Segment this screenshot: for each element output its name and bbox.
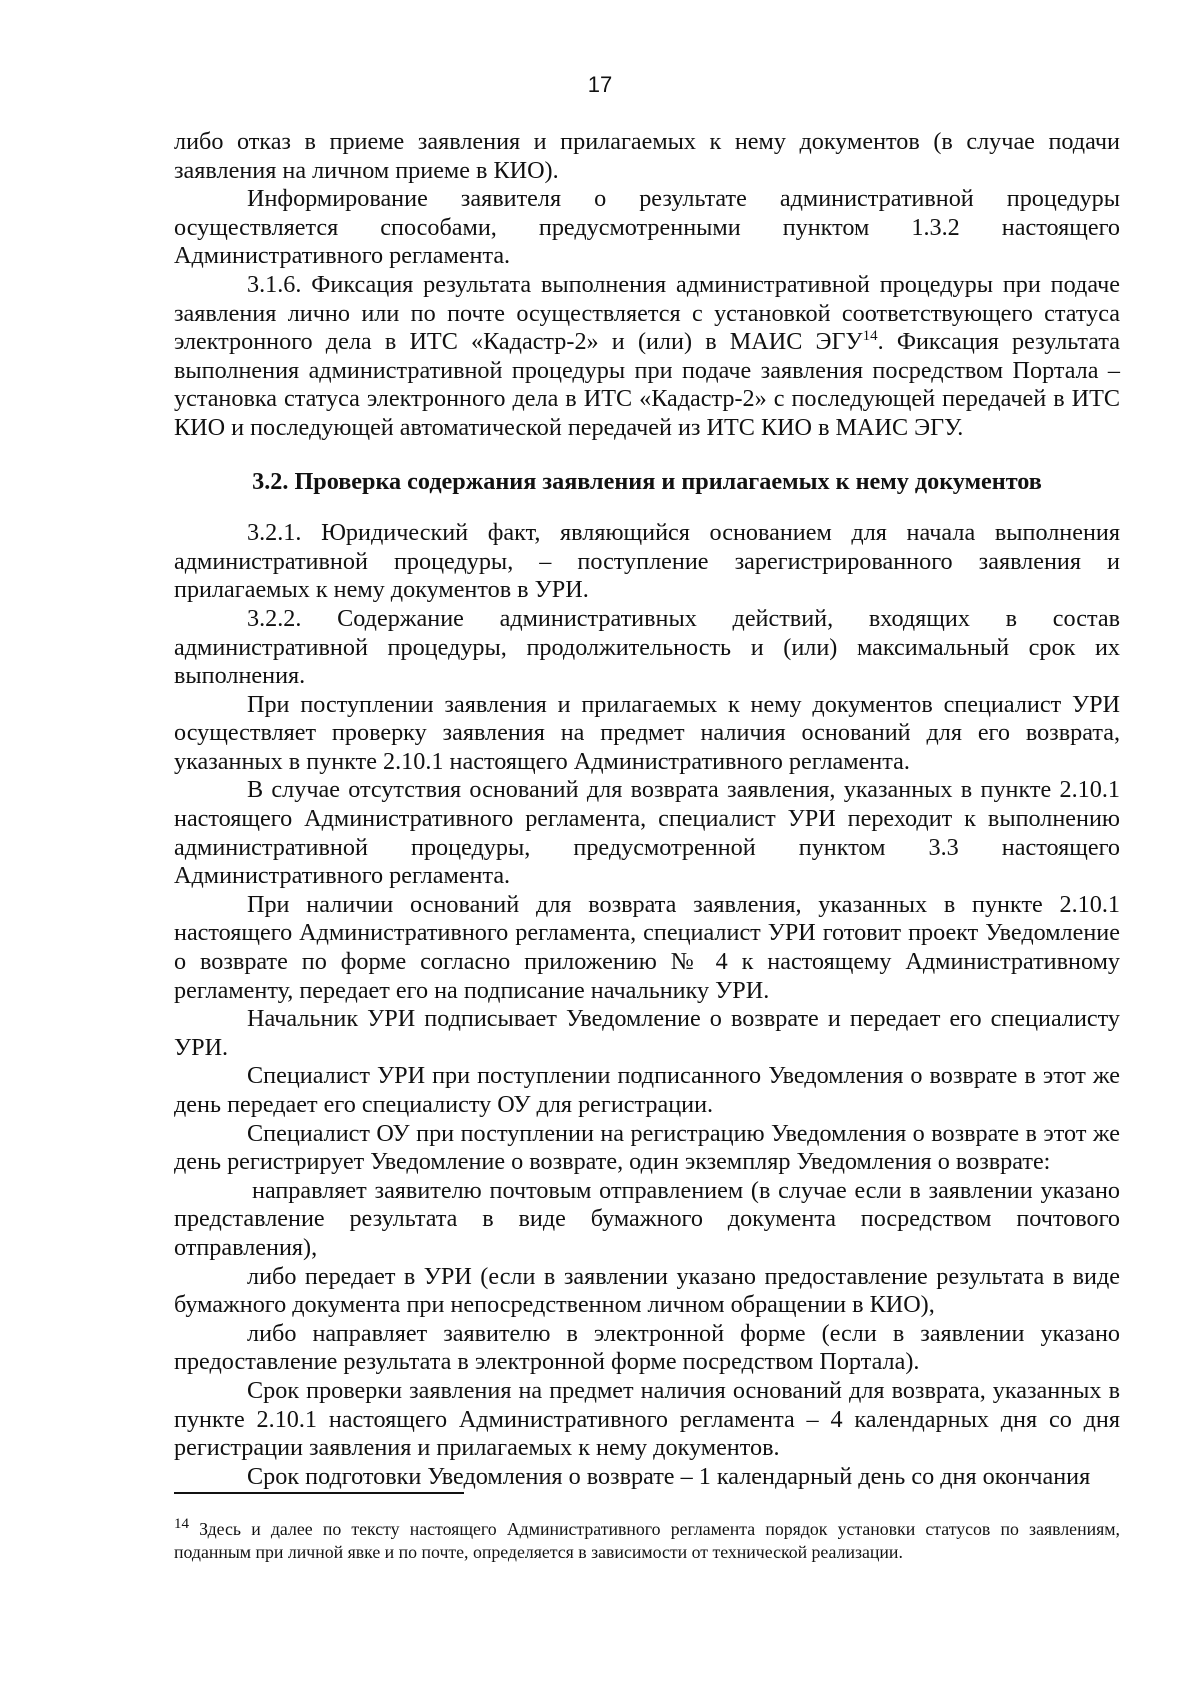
footnote-14 bbox=[174, 1518, 1120, 1563]
page-number: 17 bbox=[587, 72, 613, 97]
paragraph-4: 3.2.1. Юридический факт, являющийся основанием для начала выполнения административной процедуры, – поступление зарегистрированного заявления и прилагаемых к нему документов в УРИ. bbox=[174, 519, 1120, 604]
paragraph-13: либо передает в УРИ (если в заявлении указано предоставление результата в виде бумажного документа при непосредственном личном обращении в КИО), bbox=[174, 1262, 1120, 1319]
paragraph-10: Специалист УРИ при поступлении подписанного Уведомления о возврате в этот же день передает его специалисту ОУ для регистрации. bbox=[174, 1062, 1120, 1118]
section-heading: 3.2. Проверка содержания заявления и прилагаемых к нему документов bbox=[252, 467, 1042, 495]
paragraph-15: Срок проверки заявления на предмет наличия оснований для возврата, указанных в пункте 2.10.1 настоящего Административного регламента – 4 календарных дня со дня регистрации заявления и прилагаемых к нему документов. bbox=[174, 1376, 1120, 1462]
paragraph-1: либо отказ в приеме заявления и прилагаемых к нему документов (в случае подачи заявления на личном приеме в КИО). bbox=[174, 128, 1120, 184]
paragraph-11: Специалист ОУ при поступлении на регистрацию Уведомления о возврате в этот же день регистрирует Уведомление о возврате, один экземпляр Уведомления о возврате: bbox=[174, 1119, 1120, 1176]
footnote bbox=[174, 1518, 1120, 1563]
paragraph-2: Информирование заявителя о результате административной процедуры осуществляется способами, предусмотренными пунктом 1.3.2 настоящего Административного регламента. bbox=[174, 185, 1120, 270]
paragraph-12: направляет заявителю почтовым отправлением (в случае если в заявлении указано представление результата в виде бумажного документа посредством почтового отправления), bbox=[174, 1176, 1120, 1261]
paragraph-14: либо направляет заявителю в электронной форме (если в заявлении указано предоставление результата в электронной форме посредством Портала). bbox=[174, 1319, 1120, 1376]
paragraph-6: При поступлении заявления и прилагаемых к нему документов специалист УРИ осуществляет проверку заявления на предмет наличия оснований для его возврата, указанных в пункте 2.10.1 настоящего Административного регламента. bbox=[174, 690, 1120, 775]
paragraph-7: В случае отсутствия оснований для возврата заявления, указанных в пункте 2.10.1 настоящего Административного регламента, специалист УРИ переходит к выполнению административной процедуры, предусмотренной пунктом 3.3 настоящего Административного регламента. bbox=[174, 776, 1120, 890]
paragraph-3-main: 3.1.6. Фиксация результата выполнения административной процедуры при подаче заявления лично или по почте осуществляется с установкой соответствующего статуса электронного дела в ИТС «Кадастр-2» и (или) в МАИС ЭГУ bbox=[174, 270, 1120, 356]
paragraph-5: 3.2.2. Содержание административных действий, входящих в состав административной процедуры, продолжительность и (или) максимальный срок их выполнения. bbox=[174, 604, 1120, 690]
paragraph-9: Начальник УРИ подписывает Уведомление о возврате и передает его специалисту УРИ. bbox=[174, 1005, 1120, 1061]
footnote-number: 14 bbox=[174, 1516, 189, 1533]
paragraph-16: Срок подготовки Уведомления о возврате – 1 календарный день со дня окончания bbox=[247, 1462, 1091, 1490]
footnote-ref-14[interactable]: 14 bbox=[862, 328, 878, 345]
footnote-text: Здесь и далее по тексту настоящего Административного регламента порядок установки статусов по заявлениям, поданным при личной явке и по почте, определяется в зависимости от технической реализации. bbox=[174, 1519, 1120, 1562]
body-text bbox=[174, 128, 1120, 1491]
paragraph-3 bbox=[174, 271, 1120, 443]
footnote-divider bbox=[174, 1492, 464, 1494]
paragraph-3-tail: . Фиксация результата выполнения административной процедуры при подаче заявления посредством Портала – установка статуса электронного дела в ИТС «Кадастр-2» с последующей передачей в ИТС КИО и последующей автоматической передачей из ИТС КИО в МАИС ЭГУ. bbox=[174, 328, 1120, 441]
paragraph-8: При наличии оснований для возврата заявления, указанных в пункте 2.10.1 настоящего Административного регламента, специалист УРИ готовит проект Уведомление о возврате по форме согласно приложению № 4 к настоящему Административному регламенту, передает его на подписание начальнику УРИ. bbox=[174, 890, 1120, 1004]
